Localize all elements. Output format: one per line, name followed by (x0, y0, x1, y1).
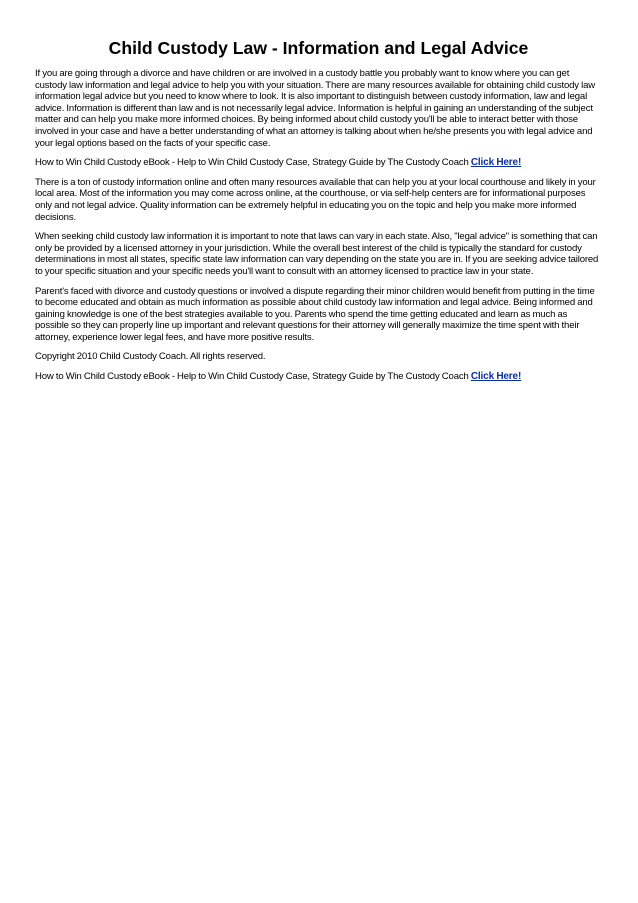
promo-text: How to Win Child Custody eBook - Help to Win Child Custody Case, Strategy Guide by The Custody Coach (35, 157, 469, 169)
promo-line-bottom (35, 371, 602, 383)
page-title: Child Custody Law - Information and Legal Advice (108, 38, 529, 58)
promo-line-top (35, 157, 602, 169)
click-here-link-bottom[interactable]: Click Here! (470, 371, 522, 383)
resources-paragraph: There is a ton of custody information online and often many resources available that can help you at your local courthouse and likely in your local area. Most of the information you may come across online, at the courthouse, or via self-help centers are for informational purposes only and not legal advice. Quality information can be extremely helpful in educating you on the topic and help you make more informed decisions. (35, 176, 596, 223)
click-here-link-top[interactable]: Click Here! (470, 157, 522, 169)
copyright-text: Copyright 2010 Child Custody Coach. All rights reserved. (35, 351, 266, 363)
state-law-paragraph: When seeking child custody law information it is important to note that laws can vary in each state. Also, "legal advice" is something that can only be provided by a licensed attorney in your jurisdiction. While the overall best interest of the child is typically the standard for custody determinations in most all states, specific state law information can vary depending on the state you are in. If you are seeking advice tailored to your specific situation and your specific needs you'll want to consult with an attorney licensed to practice law in your state. (35, 231, 599, 277)
intro-paragraph: If you are going through a divorce and have children or are involved in a custody battle you probably want to know where you can get custody law information and legal advice to help you with your situation. There are many resources available for obtaining child custody law information legal advice but you need to know where to look. It is also important to distinguish between custody information, law and legal advice. Information is different than law and is not necessarily legal advice. Information is helpful in gaining an understanding of the subject matter and can help you make more informed choices. By being informed about child custody you'll be able to interact better with those involved in your case and have a better understanding of what an attorney is talking about when he/she presents you with legal advice and your legal options based on the facts of your specific case. (35, 68, 595, 149)
parents-paragraph: Parent's faced with divorce and custody questions or involved a dispute regarding their minor children would benefit from putting in the time to become educated and obtain as much information as possible about child custody law information and legal advice. Being informed and gaining knowledge is one of the best strategies available to you. Parents who spend the time getting educated and learn as much as possible so they can properly line up important and relevant questions for their attorney will generally maximize the time spent with their attorney, experience lower legal fees, and have more positive results. (35, 285, 595, 343)
promo-text: How to Win Child Custody eBook - Help to Win Child Custody Case, Strategy Guide by The Custody Coach (35, 371, 469, 383)
